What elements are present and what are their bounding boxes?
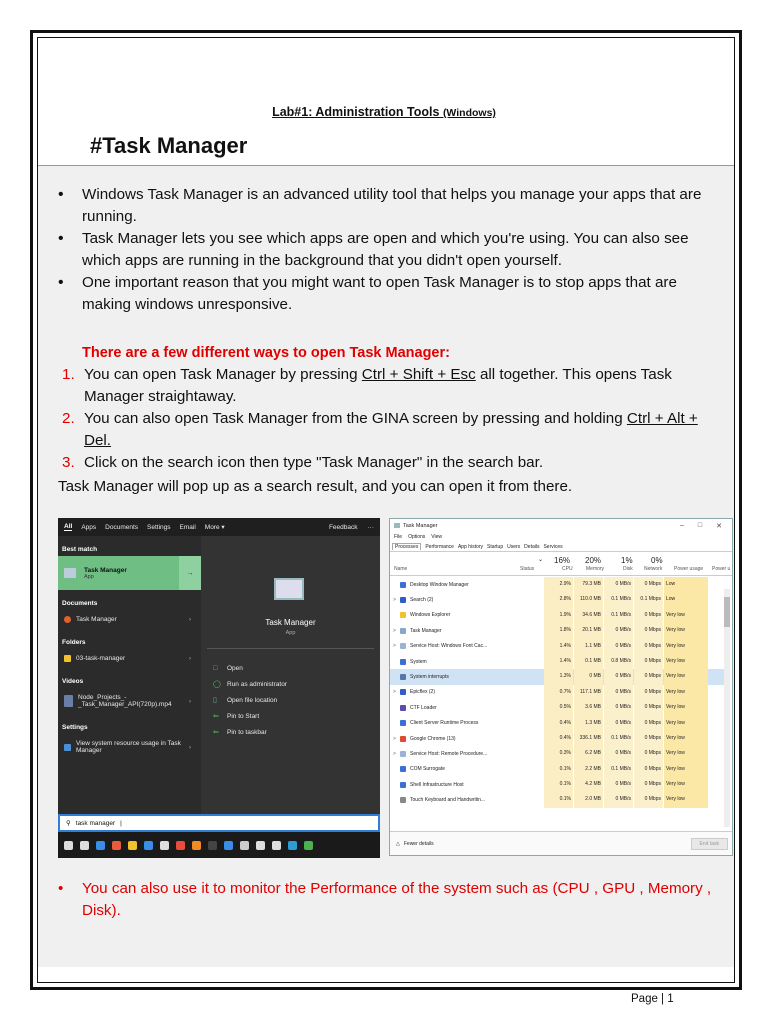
memory-cell: 4.2 MB (574, 777, 603, 792)
bullet-item: • Windows Task Manager is an advanced utility tool that helps you manage your apps that are running. (58, 184, 728, 228)
power-cell: Very low (664, 731, 708, 746)
cpu-cell: 0.1% (544, 777, 573, 792)
step-item: 2. You can also open Task Manager from the GINA screen by pressing and holding Ctrl + Alt + Del. (62, 410, 698, 449)
table-row[interactable] (390, 577, 724, 592)
file-icon: ▯ (213, 697, 217, 704)
memory-cell: 1.3 MB (574, 716, 603, 731)
disk-cell: 0.1 MB/s (604, 762, 633, 777)
tab-email[interactable]: Email (179, 523, 196, 531)
videos-label: Videos (62, 678, 84, 685)
tab-app-history[interactable]: App history (457, 543, 483, 550)
table-row[interactable] (390, 623, 724, 638)
process-icon (400, 782, 406, 788)
process-icon (400, 582, 406, 588)
taskbar-app-icon[interactable] (240, 841, 249, 850)
tm-footer (390, 831, 733, 855)
col-power-usage-trend[interactable]: Power u (712, 566, 731, 572)
search-icon: ⚲ (66, 820, 71, 827)
power-cell: Very low (664, 608, 708, 623)
taskbar-app-icon[interactable] (288, 841, 297, 850)
network-cell: 0 Mbps (634, 700, 663, 715)
memory-cell: 110.0 MB (574, 592, 603, 607)
process-name: System interrupts (410, 674, 449, 681)
disk-cell: 0 MB/s (604, 669, 633, 684)
expand-chevron-icon: > (393, 689, 396, 696)
cpu-percent: 16% (554, 556, 571, 565)
action-pin-to-taskbar[interactable]: ⇐ Pin to taskbar (213, 728, 267, 736)
disk-cell: 0.1 MB/s (604, 592, 633, 607)
result-item[interactable]: 03-task-manager › (58, 649, 201, 668)
process-name: Search (2) (410, 597, 434, 604)
table-row[interactable] (390, 716, 724, 731)
col-power-usage[interactable]: Power usage (674, 566, 704, 572)
cpu-cell: 0.7% (544, 685, 573, 700)
taskbar-app-icon[interactable] (112, 841, 121, 850)
monitor-icon (64, 744, 71, 751)
action-pin-to-start[interactable]: ⇐ Pin to Start (213, 712, 260, 720)
tab-details[interactable]: Details (524, 543, 540, 550)
step-item: 3. Click on the search icon then type "Task Manager" in the search bar. (62, 454, 544, 471)
network-cell: 0 Mbps (634, 777, 663, 792)
expand-chevron-icon: > (393, 750, 396, 757)
memory-cell: 3.6 MB (574, 700, 603, 715)
best-match-result[interactable]: Task Manager App → (58, 556, 201, 590)
tab-startup[interactable]: Startup (486, 543, 504, 550)
search-results (58, 536, 201, 832)
cpu-cell: 1.4% (544, 654, 573, 669)
disk-percent: 1% (621, 556, 633, 565)
folders-label: Folders (62, 639, 86, 646)
ways-title: There are a few different ways to open Task Manager: (82, 345, 450, 361)
power-cell: Very low (664, 746, 708, 761)
chevron-right-icon: › (188, 655, 191, 662)
process-name: System (410, 658, 427, 665)
open-icon: □ (213, 664, 218, 672)
pin-icon: ⇐ (213, 729, 219, 736)
process-list (390, 577, 724, 808)
process-icon (400, 597, 406, 603)
process-name: Shell Infrastructure Host (410, 781, 464, 788)
cpu-cell: 0.3% (544, 746, 573, 761)
process-name: Task Manager (410, 627, 442, 634)
disk-cell: 0 MB/s (604, 623, 633, 638)
disk-cell: 0 MB/s (604, 792, 633, 807)
taskbar-app-icon[interactable] (272, 841, 281, 850)
taskbar-app-icon[interactable] (128, 841, 137, 850)
tm-title-bar: Task Manager – □ ✕ (390, 519, 732, 532)
process-name: Google Chrome (13) (410, 735, 456, 742)
process-icon (400, 628, 406, 634)
feedback-link[interactable]: Feedback (328, 523, 358, 531)
taskbar-app-icon[interactable] (144, 841, 153, 850)
task-manager-screenshot (389, 518, 733, 856)
process-icon (400, 705, 406, 711)
taskbar-app-icon[interactable] (256, 841, 265, 850)
col-cpu[interactable]: CPU (562, 566, 573, 572)
memory-cell: 1.1 MB (574, 639, 603, 654)
network-cell: 0 Mbps (634, 685, 663, 700)
table-row[interactable] (390, 792, 724, 807)
table-row[interactable] (390, 700, 724, 715)
process-icon (400, 797, 406, 803)
memory-cell: 34.6 MB (574, 608, 603, 623)
process-name: Service Host: Remote Procedure... (410, 750, 488, 757)
memory-cell: 20.1 MB (574, 623, 603, 638)
shield-icon: ◯ (213, 681, 221, 688)
tab-processes[interactable]: Processes (392, 543, 421, 550)
video-file-icon (64, 695, 73, 707)
power-cell: Very low (664, 777, 708, 792)
chevron-right-icon: › (188, 697, 191, 705)
menu-file[interactable]: File (394, 534, 403, 540)
process-icon (400, 766, 406, 772)
taskbar (58, 832, 380, 858)
cpu-cell: 2.9% (544, 577, 573, 592)
taskbar-app-icon[interactable] (304, 841, 313, 850)
memory-cell: 336.1 MB (574, 731, 603, 746)
memory-percent: 20% (585, 556, 602, 565)
process-icon (400, 643, 406, 649)
disk-cell: 0.1 MB/s (604, 731, 633, 746)
pin-icon: ⇐ (213, 713, 219, 720)
cpu-cell: 0.1% (544, 762, 573, 777)
arrow-right-icon[interactable]: → (179, 556, 201, 590)
power-cell: Very low (664, 762, 708, 777)
lab-title: Lab#1: Administration Tools (Windows) (272, 105, 496, 119)
tm-column-header (390, 552, 733, 576)
table-row[interactable] (390, 592, 724, 607)
process-icon (400, 736, 406, 742)
network-cell: 0 Mbps (634, 654, 663, 669)
result-item[interactable]: Task Manager › (58, 610, 201, 629)
power-cell: Very low (664, 700, 708, 715)
disk-cell: 0 MB/s (604, 577, 633, 592)
tm-menu-bar (390, 532, 732, 542)
network-cell: 0 Mbps (634, 669, 663, 684)
steps-list (58, 364, 728, 474)
network-cell: 0.1 Mbps (634, 592, 663, 607)
taskbar-app-icon[interactable] (224, 841, 233, 850)
network-cell: 0 Mbps (634, 577, 663, 592)
bullet-dot: • (58, 880, 64, 897)
action-run-as-admin[interactable]: ◯ Run as administrator (213, 680, 287, 688)
fewer-details-button[interactable]: Fewer details (403, 840, 434, 847)
power-cell: Very low (664, 639, 708, 654)
cpu-cell: 0.1% (544, 792, 573, 807)
disk-cell: 0 MB/s (604, 746, 633, 761)
memory-cell: 0 MB (574, 669, 603, 684)
taskbar-app-icon[interactable] (176, 841, 185, 850)
close-icon[interactable]: ✕ (716, 522, 722, 530)
table-row[interactable] (390, 777, 724, 792)
memory-cell: 2.2 MB (574, 762, 603, 777)
memory-cell: 6.2 MB (574, 746, 603, 761)
task-manager-icon (64, 568, 76, 578)
folder-icon (64, 655, 71, 662)
cpu-cell: 0.4% (544, 716, 573, 731)
power-cell: Very low (664, 685, 708, 700)
table-row[interactable] (390, 731, 724, 746)
search-input[interactable]: ⚲ task manager | (58, 814, 380, 832)
search-screenshot (58, 518, 380, 858)
process-icon (400, 751, 406, 757)
tab-settings[interactable]: Settings (147, 523, 171, 531)
result-item[interactable]: Node_Projects_- _Task_Manager_API(720p).mp4 › (58, 688, 201, 714)
sort-chevron-icon: ⌄ (538, 557, 544, 563)
network-percent: 0% (651, 556, 663, 565)
scrollbar-thumb[interactable] (724, 597, 730, 627)
table-row[interactable] (390, 654, 724, 669)
process-icon (400, 659, 406, 665)
network-cell: 0 Mbps (634, 639, 663, 654)
shortcut-key: Ctrl + Shift + Esc (361, 366, 476, 383)
power-cell: Low (664, 577, 708, 592)
menu-options[interactable]: Options (408, 534, 426, 540)
taskbar-app-icon[interactable] (96, 841, 105, 850)
task-manager-icon (394, 523, 400, 528)
memory-cell: 79.3 MB (574, 577, 603, 592)
tab-users[interactable]: Users (507, 543, 521, 550)
more-options-icon[interactable]: ··· (367, 523, 374, 531)
network-cell: 0 Mbps (634, 716, 663, 731)
search-tabs (58, 518, 380, 536)
cpu-cell: 1.9% (544, 608, 573, 623)
memory-cell: 0.1 MB (574, 654, 603, 669)
cpu-cell: 2.8% (544, 592, 573, 607)
network-cell: 0 Mbps (634, 608, 663, 623)
cpu-cell: 1.3% (544, 669, 573, 684)
table-row[interactable] (390, 669, 724, 684)
result-note: Task Manager will pop up as a search result, and you can open it from there. (58, 478, 573, 495)
network-cell: 0 Mbps (634, 792, 663, 807)
step-item: 1. You can open Task Manager by pressing Ctrl + Shift + Esc all together. This opens Task Manager straightaway. (62, 366, 672, 405)
expand-chevron-icon: > (393, 627, 396, 634)
table-row[interactable] (390, 639, 724, 654)
shortcut-key: Ctrl + Alt + Del. (84, 410, 698, 449)
network-cell: 0 Mbps (634, 746, 663, 761)
table-row[interactable] (390, 746, 724, 761)
menu-view[interactable]: View (431, 534, 443, 540)
col-status[interactable]: Status (520, 566, 535, 572)
network-cell: 0 Mbps (634, 731, 663, 746)
bullet-item: • Task Manager lets you see which apps are open and which you're using. You can also see which apps are running in the background that you didn't open yourself. (58, 228, 728, 272)
taskbar-app-icon[interactable] (208, 841, 217, 850)
bullet-item: • One important reason that you might want to open Task Manager is to stop apps that are making windows unresponsive. (58, 272, 728, 316)
expand-chevron-icon: > (393, 643, 396, 650)
disk-cell: 0 MB/s (604, 700, 633, 715)
disk-cell: 0.8 MB/s (604, 654, 633, 669)
chevron-right-icon: › (188, 743, 191, 751)
disk-cell: 0.1 MB/s (604, 608, 633, 623)
network-cell: 0 Mbps (634, 762, 663, 777)
chevron-up-icon[interactable]: △ (396, 840, 400, 847)
col-network[interactable]: Network (644, 566, 663, 572)
minimize-icon[interactable]: – (679, 521, 684, 529)
col-memory[interactable]: Memory (586, 566, 605, 572)
tab-documents[interactable]: Documents (105, 523, 139, 531)
document-heading: #Task Manager (90, 133, 248, 158)
chevron-right-icon: › (188, 616, 191, 623)
process-icon (400, 720, 406, 726)
memory-cell: 2.0 MB (574, 792, 603, 807)
result-item[interactable]: View system resource usage in Task Manager › (58, 734, 201, 760)
tab-performance[interactable]: Performance (425, 543, 454, 550)
action-open[interactable]: □ Open (213, 664, 243, 672)
power-cell: Low (664, 592, 708, 607)
taskbar-app-icon[interactable] (192, 841, 201, 850)
taskbar-app-icon[interactable] (80, 841, 89, 850)
result-preview: Task Manager App □ Open ◯ Run as administrator ▯ Open file location ⇐ Pin to Start ⇐ Pin to taskbar (201, 536, 380, 832)
scrollbar[interactable] (724, 589, 730, 827)
page-number: Page | 1 (631, 993, 674, 1005)
process-icon (400, 689, 406, 695)
process-name: COM Surrogate (410, 766, 446, 773)
process-name: Client Server Runtime Process (410, 720, 479, 727)
tab-all[interactable]: All (64, 523, 73, 530)
tab-more[interactable]: More ▾ (204, 524, 225, 531)
process-icon (400, 674, 406, 680)
tm-tabs (390, 542, 732, 552)
cpu-cell: 1.8% (544, 623, 573, 638)
cpu-cell: 0.5% (544, 700, 573, 715)
power-cell: Very low (664, 654, 708, 669)
expand-chevron-icon: > (393, 597, 396, 604)
settings-label: Settings (62, 724, 88, 731)
process-name: CTF Loader (410, 704, 437, 711)
task-manager-large-icon (274, 578, 304, 600)
documents-label: Documents (62, 600, 98, 607)
search-icon[interactable] (64, 841, 73, 850)
maximize-icon[interactable]: □ (697, 521, 703, 529)
process-name: Desktop Window Manager (410, 581, 469, 588)
cpu-cell: 0.4% (544, 731, 573, 746)
chrome-icon (64, 616, 71, 623)
power-cell: Very low (664, 623, 708, 638)
disk-cell: 0 MB/s (604, 777, 633, 792)
expand-chevron-icon: > (393, 735, 396, 742)
process-name: Windows Explorer (410, 612, 451, 619)
network-cell: 0 Mbps (634, 623, 663, 638)
table-row[interactable] (390, 608, 724, 623)
col-disk[interactable]: Disk (623, 566, 633, 572)
best-match-label: Best match (62, 546, 98, 553)
process-name: Service Host: Windows Font Cac... (410, 643, 488, 650)
disk-cell: 0 MB/s (604, 639, 633, 654)
tab-services[interactable]: Services (543, 543, 563, 550)
table-row[interactable] (390, 762, 724, 777)
tab-apps[interactable]: Apps (81, 523, 97, 531)
intro-bullet-list (58, 184, 728, 316)
action-open-file-location[interactable]: ▯ Open file location (213, 696, 278, 704)
process-icon (400, 612, 406, 618)
performance-bullet: • You can also use it to monitor the Performance of the system such as (CPU , GPU , Memory , Disk). (58, 880, 712, 919)
power-cell: Very low (664, 792, 708, 807)
disk-cell: 0 MB/s (604, 716, 633, 731)
process-name: Epicflex (2) (410, 689, 436, 696)
preview-actions (213, 660, 287, 740)
cpu-cell: 1.4% (544, 639, 573, 654)
process-name: Touch Keyboard and Handwritin... (410, 797, 486, 804)
power-cell: Very low (664, 716, 708, 731)
disk-cell: 0 MB/s (604, 685, 633, 700)
end-task-button[interactable]: End task (691, 838, 728, 850)
memory-cell: 117.1 MB (574, 685, 603, 700)
col-name[interactable]: Name (394, 566, 408, 572)
power-cell: Very low (664, 669, 708, 684)
table-row[interactable] (390, 685, 724, 700)
taskbar-app-icon[interactable] (160, 841, 169, 850)
